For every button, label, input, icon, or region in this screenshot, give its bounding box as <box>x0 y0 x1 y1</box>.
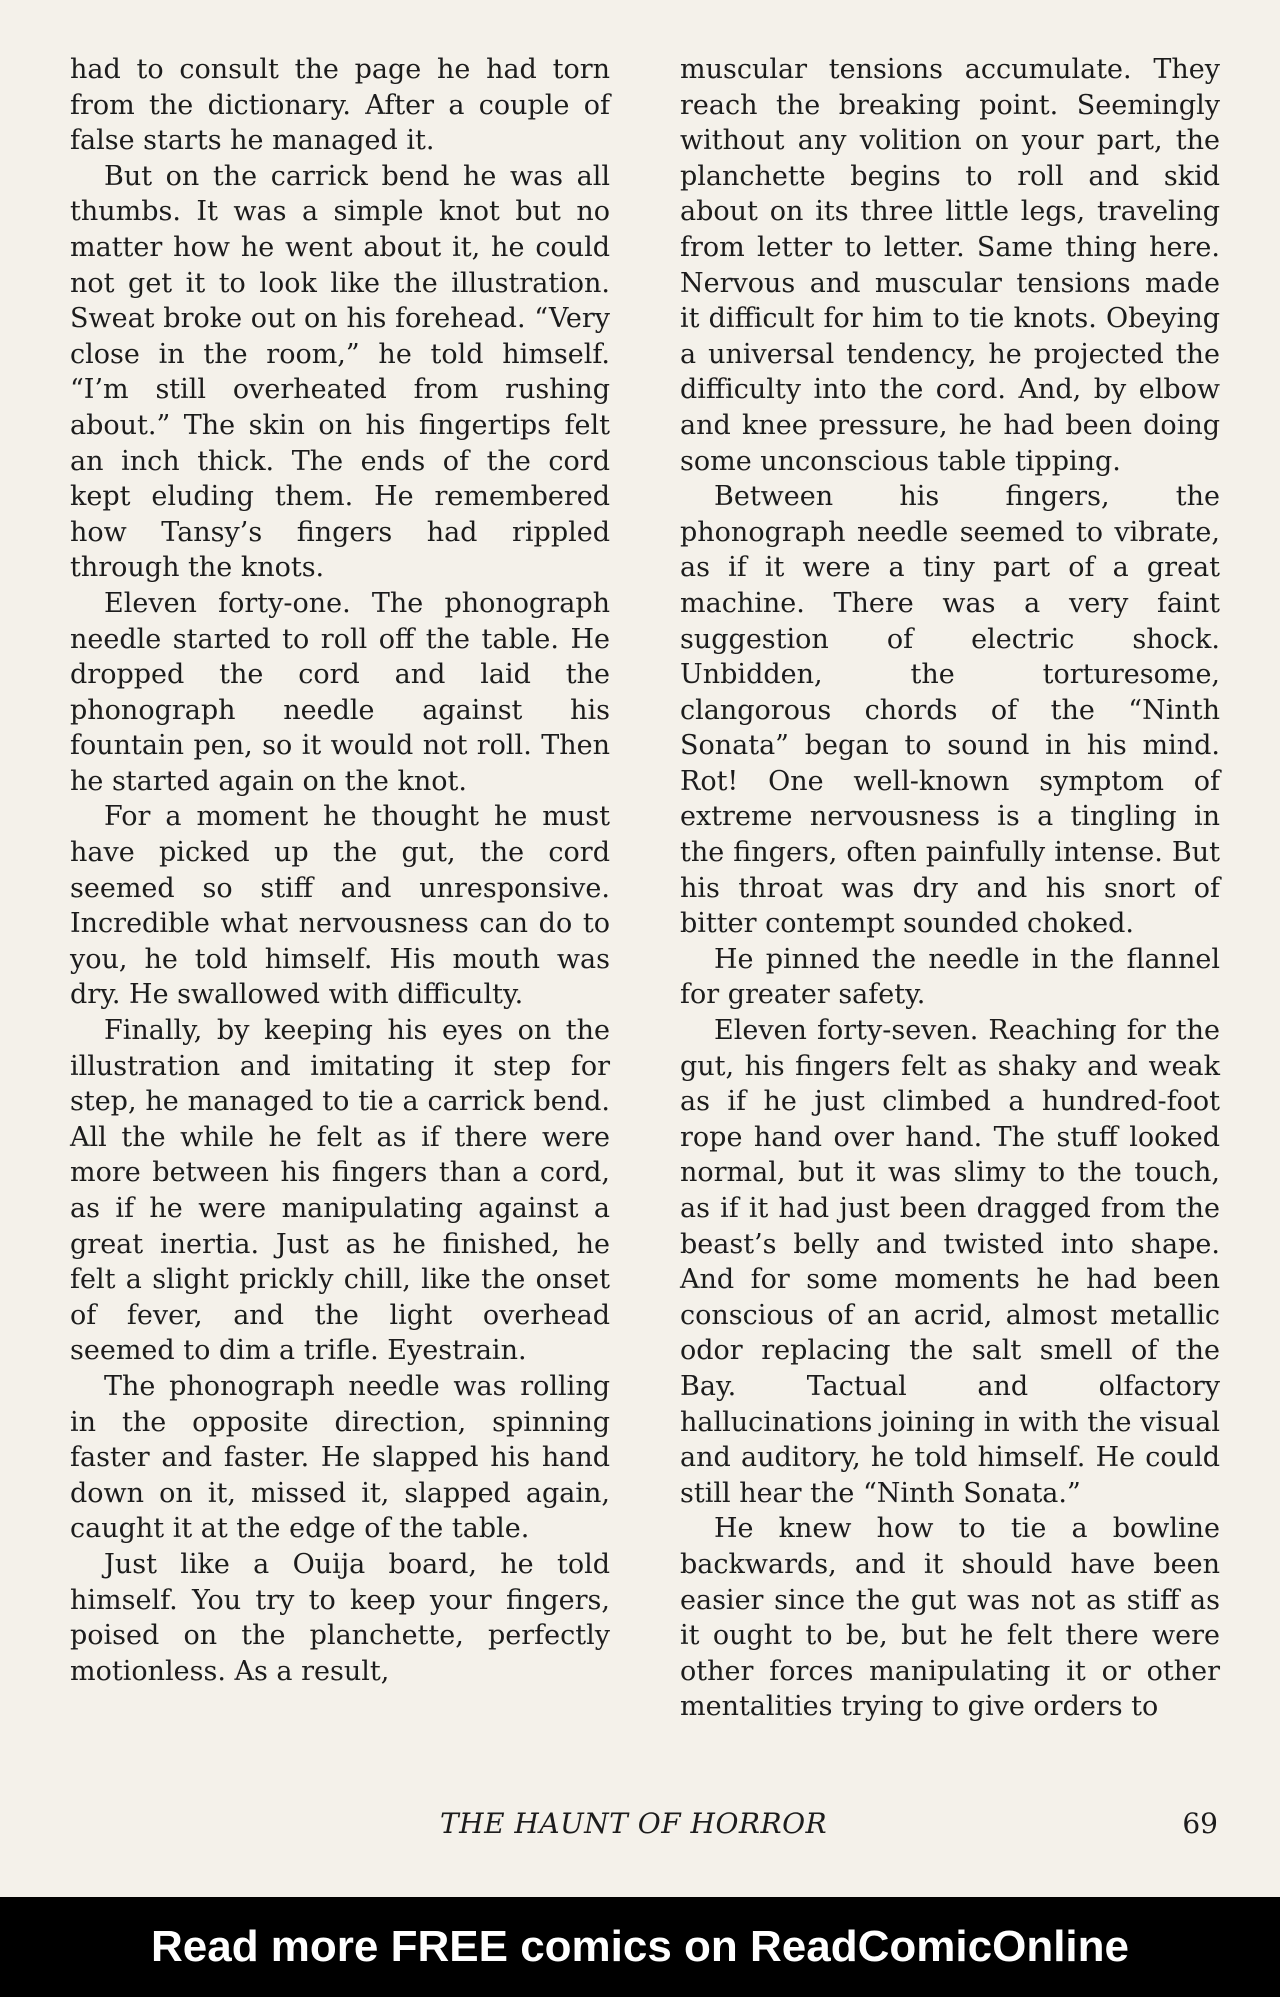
paragraph: He pinned the needle in the flannel for greater safety. <box>680 943 1220 1011</box>
promo-banner[interactable] <box>0 1897 1280 1997</box>
paragraph: Just like a Ouija board, he told himself. You try to keep your fingers, poised on the planchette, perfectly motionless. As a result, <box>70 1548 610 1687</box>
paragraph: Between his fingers, the phonograph needle seemed to vibrate, as if it were a tiny part of a great machine. There was a very faint suggestion of electric shock. Unbidden, the torturesome, clangorous chords of the “Ninth Sonata” began to sound in his mind. Rot! One well-known symptom of extreme nervousness is a tingling in the fingers, often painfully intense. But his throat was dry and his snort of bitter contempt sounded choked. <box>680 481 1220 940</box>
right-text-column <box>680 52 1220 1725</box>
paragraph: muscular tensions accumulate. They reach the breaking point. Seemingly without any volition on your part, the planchette begins to roll and skid about on its three little legs, traveling from letter to letter. Same thing here. Nervous and muscular tensions made it difficult for him to tie knots. Obeying a universal tendency, he projected the difficulty into the cord. And, by elbow and knee pressure, he had been doing some unconscious table tipping. <box>680 54 1220 477</box>
paragraph: For a moment he thought he must have picked up the gut, the cord seemed so stiff and unresponsive. Incredible what nervousness can do to you, he told himself. His mouth was dry. He swallowed with difficulty. <box>70 801 610 1011</box>
paragraph: But on the carrick bend he was all thumbs. It was a simple knot but no matter how he went about it, he could not get it to look like the illustration. Sweat broke out on his forehead. “Very close in the room,” he told himself. “I’m still overheated from rushing about.” The skin on his fingertips felt an inch thick. The ends of the cord kept eluding them. He remembered how Tansy’s fingers had rippled through the knots. <box>70 160 610 584</box>
paragraph: Eleven forty-seven. Reaching for the gut, his fingers felt as shaky and weak as if he just climbed a hundred-foot rope hand over hand. The stuff looked normal, but it was slimy to the touch, as if it had just been dragged from the beast’s belly and twisted into shape. And for some moments he had been conscious of an acrid, almost metallic odor replacing the salt smell of the Bay. Tactual and olfactory hallucinations joining in with the visual and auditory, he told himself. He could still hear the “Ninth Sonata.” <box>680 1015 1220 1509</box>
page-number: 69 <box>1182 1807 1218 1840</box>
left-text-column <box>70 52 610 1689</box>
paragraph: The phonograph needle was rolling in the opposite direction, spinning faster and faster. He slapped his hand down on it, missed it, slapped again, caught it at the edge of the table. <box>70 1370 610 1545</box>
running-footer-title: THE HAUNT OF HORROR <box>440 1807 828 1840</box>
paragraph: Finally, by keeping his eyes on the illustration and imitating it step for step, he managed to tie a carrick bend. All the while he felt as if there were more between his fingers than a cord, as if he were manipulating against a great inertia. Just as he finished, he felt a slight prickly chill, like the onset of fever, and the light overhead seemed to dim a trifle. Eyestrain. <box>70 1015 610 1367</box>
paragraph: had to consult the page he had torn from the dictionary. After a couple of false starts he managed it. <box>70 54 610 157</box>
paragraph: He knew how to tie a bowline backwards, and it should have been easier since the gut was not as stiff as it ought to be, but he felt there were other forces manipulating it or other mentalities trying to give orders to <box>680 1513 1220 1723</box>
paragraph: Eleven forty-one. The phonograph needle started to roll off the table. He dropped the cord and laid the phonograph needle against his fountain pen, so it would not roll. Then he started again on the knot. <box>70 587 610 797</box>
promo-banner-text[interactable]: Read more FREE comics on ReadComicOnline <box>150 1922 1129 1971</box>
